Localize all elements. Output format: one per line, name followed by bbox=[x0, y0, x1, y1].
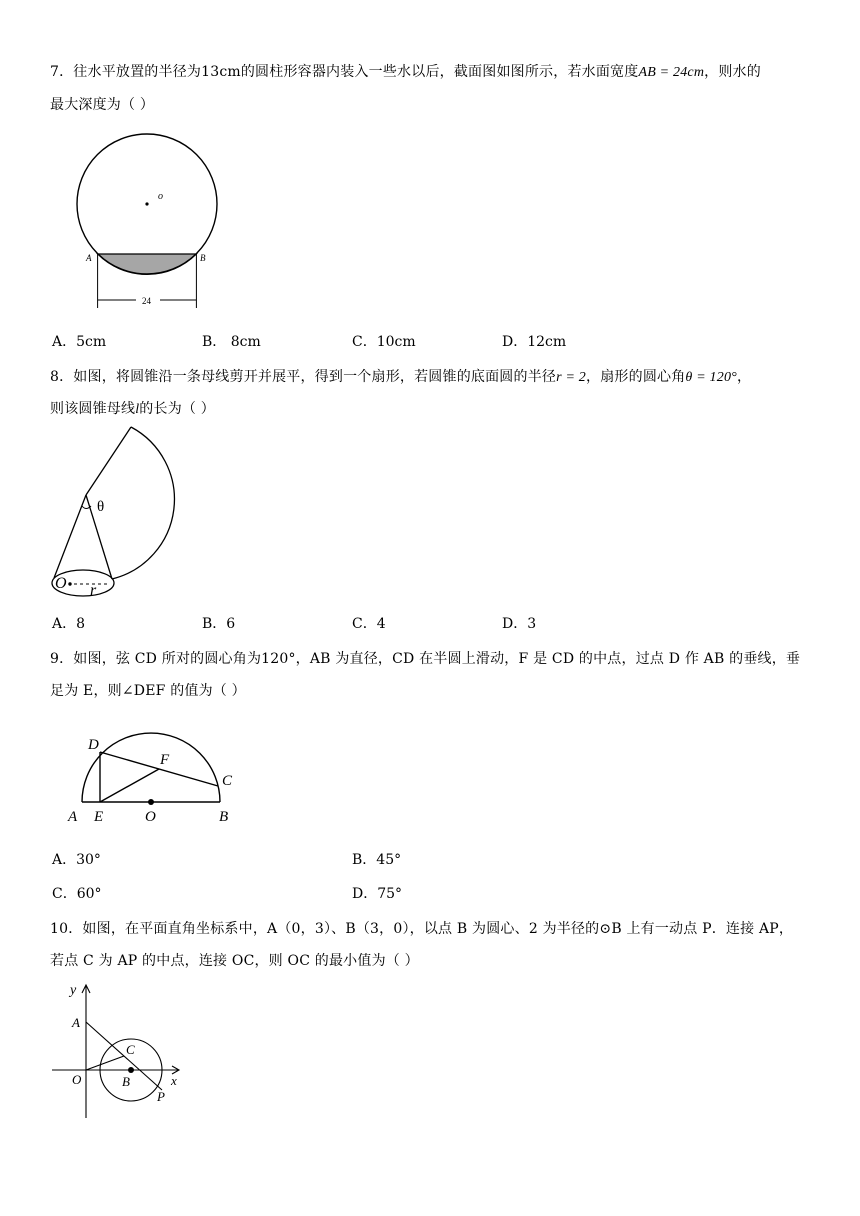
q8-option-c[interactable]: C．4 bbox=[352, 616, 386, 632]
q8-option-a[interactable]: A．8 bbox=[52, 616, 86, 632]
q7-figure bbox=[75, 128, 275, 318]
q8-label-r: r bbox=[90, 582, 97, 599]
q7-label-b: B bbox=[200, 253, 206, 263]
q8-option-b[interactable]: B．6 bbox=[202, 616, 236, 632]
q9-stem-line2: 足为 E，则∠DEF 的值为（ ） bbox=[50, 683, 246, 699]
q9-label-c: C bbox=[222, 773, 233, 789]
q9-label-o: O bbox=[145, 809, 156, 825]
q10-label-b: B bbox=[122, 1074, 130, 1089]
q9-label-e: E bbox=[94, 809, 104, 825]
q10-figure bbox=[50, 980, 190, 1120]
q7-label-width: 24 bbox=[142, 296, 151, 306]
q9-label-b: B bbox=[219, 809, 229, 825]
q10-label-o: O bbox=[72, 1072, 82, 1087]
q9-figure bbox=[66, 730, 246, 830]
q9-option-d[interactable]: D．75° bbox=[352, 886, 403, 902]
q10-label-c: C bbox=[126, 1042, 135, 1057]
q10-label-y: y bbox=[70, 983, 77, 998]
q8-label-o: O bbox=[55, 575, 67, 592]
q8-l-symbol: l bbox=[135, 402, 140, 417]
q9-option-a[interactable]: A．30° bbox=[52, 852, 101, 868]
q7-option-b[interactable]: B． 8cm bbox=[202, 334, 261, 350]
q8-r-value: r = 2 bbox=[556, 370, 587, 385]
q7-label-a: A bbox=[86, 253, 92, 263]
q7-option-c[interactable]: C．10cm bbox=[352, 334, 416, 350]
q9-label-a: A bbox=[68, 809, 78, 825]
q8-label-theta: θ bbox=[97, 499, 105, 515]
q9-stem-line1: 9．如图，弦 CD 所对的圆心角为120°，AB 为直径，CD 在半圆上滑动，F 是 CD 的中点，过点 D 作 AB 的垂线，垂 bbox=[50, 651, 801, 667]
q7-stem-line1: 7．往水平放置的半径为13cm的圆柱形容器内装入一些水以后，截面图如图所示，若水面宽度AB = 24cm，则水的 bbox=[50, 64, 761, 80]
q9-label-f: F bbox=[160, 752, 170, 768]
q7-option-d[interactable]: D．12cm bbox=[502, 334, 567, 350]
q8-theta-value: θ = 120° bbox=[685, 370, 737, 385]
q10-label-p: P bbox=[157, 1089, 165, 1104]
q10-stem-line2: 若点 C 为 AP 的中点，连接 OC，则 OC 的最小值为（ ） bbox=[50, 953, 419, 969]
q8-stem-line2: 则该圆锥母线l的长为（ ） bbox=[50, 401, 215, 417]
q9-option-b[interactable]: B．45° bbox=[352, 852, 402, 868]
q9-label-d: D bbox=[88, 737, 99, 753]
q7-ab-value: AB = 24cm bbox=[638, 65, 705, 80]
q10-label-x: x bbox=[171, 1073, 177, 1088]
q8-option-d[interactable]: D．3 bbox=[502, 616, 537, 632]
q10-stem-line1: 10．如图，在平面直角坐标系中，A（0，3）、B（3，0），以点 B 为圆心、2 为半径的⊙B 上有一动点 P．连接 AP， bbox=[50, 921, 794, 937]
q7-radius: 13cm bbox=[201, 64, 241, 80]
q7-label-o: o bbox=[158, 191, 163, 202]
q7-stem-line2: 最大深度为（ ） bbox=[50, 97, 155, 113]
q9-option-c[interactable]: C．60° bbox=[52, 886, 102, 902]
q8-figure bbox=[48, 422, 188, 602]
q10-label-a: A bbox=[72, 1015, 80, 1030]
q8-stem-line1: 8．如图，将圆锥沿一条母线剪开并展平，得到一个扇形，若圆锥的底面圆的半径r = 2，扇形的圆心角θ = 120°， bbox=[50, 369, 752, 385]
q7-option-a[interactable]: A．5cm bbox=[52, 334, 107, 350]
